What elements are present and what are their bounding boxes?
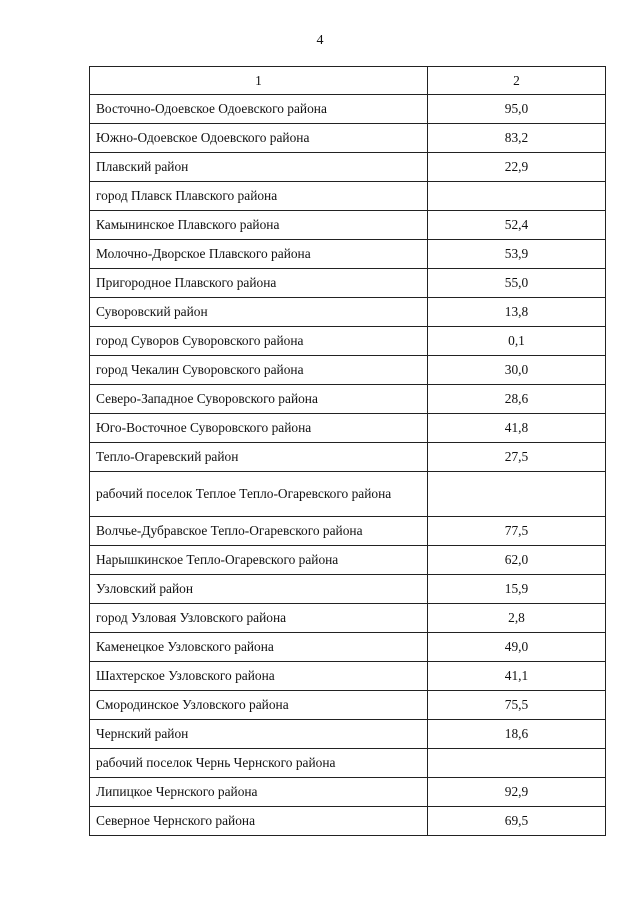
settlement-value: 13,8 [428, 298, 606, 327]
table-row [90, 749, 606, 778]
settlement-value: 49,0 [428, 633, 606, 662]
settlement-value: 92,9 [428, 778, 606, 807]
table-row [90, 472, 606, 517]
settlement-name: Северное Чернского района [90, 807, 428, 836]
table-row [90, 575, 606, 604]
settlement-value: 30,0 [428, 356, 606, 385]
table-row [90, 95, 606, 124]
settlement-value: 15,9 [428, 575, 606, 604]
settlement-name: Молочно-Дворское Плавского района [90, 240, 428, 269]
settlement-value: 77,5 [428, 517, 606, 546]
table-row [90, 691, 606, 720]
page-number: 4 [316, 33, 324, 48]
table-row [90, 327, 606, 356]
table-row [90, 778, 606, 807]
table-header-row [90, 67, 606, 95]
settlement-name: рабочий поселок Чернь Чернского района [90, 749, 428, 778]
table-row [90, 443, 606, 472]
table-row [90, 807, 606, 836]
table-row [90, 124, 606, 153]
settlement-name: город Суворов Суворовского района [90, 327, 428, 356]
settlement-name: город Чекалин Суворовского района [90, 356, 428, 385]
table-row [90, 153, 606, 182]
settlement-value: 2,8 [428, 604, 606, 633]
settlement-value: 69,5 [428, 807, 606, 836]
settlement-name: Юго-Восточное Суворовского района [90, 414, 428, 443]
settlement-value: 83,2 [428, 124, 606, 153]
settlement-name: город Плавск Плавского района [90, 182, 428, 211]
settlement-name: Узловский район [90, 575, 428, 604]
settlement-name: Восточно-Одоевское Одоевского района [90, 95, 428, 124]
settlement-value: 95,0 [428, 95, 606, 124]
settlement-name: Пригородное Плавского района [90, 269, 428, 298]
table-row [90, 269, 606, 298]
table-row [90, 385, 606, 414]
settlement-name: Липицкое Чернского района [90, 778, 428, 807]
table-row [90, 662, 606, 691]
settlement-name: Нарышкинское Тепло-Огаревского района [90, 546, 428, 575]
settlement-value: 53,9 [428, 240, 606, 269]
settlement-value [428, 749, 606, 778]
table-row [90, 182, 606, 211]
settlement-value: 75,5 [428, 691, 606, 720]
column-header-name: 1 [90, 67, 428, 95]
settlement-value: 18,6 [428, 720, 606, 749]
settlement-value: 41,1 [428, 662, 606, 691]
table-row [90, 546, 606, 575]
settlement-value: 62,0 [428, 546, 606, 575]
settlement-name: Волчье-Дубравское Тепло-Огаревского района [90, 517, 428, 546]
settlement-name: Камынинское Плавского района [90, 211, 428, 240]
settlement-value: 27,5 [428, 443, 606, 472]
settlement-value: 41,8 [428, 414, 606, 443]
settlement-name: Шахтерское Узловского района [90, 662, 428, 691]
settlement-value: 0,1 [428, 327, 606, 356]
table-row [90, 298, 606, 327]
table-row [90, 604, 606, 633]
settlement-name: Тепло-Огаревский район [90, 443, 428, 472]
data-table [89, 66, 606, 836]
column-header-value: 2 [428, 67, 606, 95]
table-row [90, 356, 606, 385]
settlement-value: 52,4 [428, 211, 606, 240]
settlement-name: Плавский район [90, 153, 428, 182]
settlement-name: Чернский район [90, 720, 428, 749]
settlement-value [428, 472, 606, 517]
settlement-name: Северо-Западное Суворовского района [90, 385, 428, 414]
table-row [90, 517, 606, 546]
settlement-name: Южно-Одоевское Одоевского района [90, 124, 428, 153]
settlement-name: рабочий поселок Теплое Тепло-Огаревского района [90, 472, 428, 517]
settlement-name: город Узловая Узловского района [90, 604, 428, 633]
table-row [90, 633, 606, 662]
settlement-name: Суворовский район [90, 298, 428, 327]
settlement-value [428, 182, 606, 211]
settlement-value: 55,0 [428, 269, 606, 298]
settlement-name: Смородинское Узловского района [90, 691, 428, 720]
table-row [90, 720, 606, 749]
settlement-name: Каменецкое Узловского района [90, 633, 428, 662]
settlement-value: 22,9 [428, 153, 606, 182]
settlement-value: 28,6 [428, 385, 606, 414]
table-row [90, 414, 606, 443]
table-row [90, 240, 606, 269]
table-row [90, 211, 606, 240]
